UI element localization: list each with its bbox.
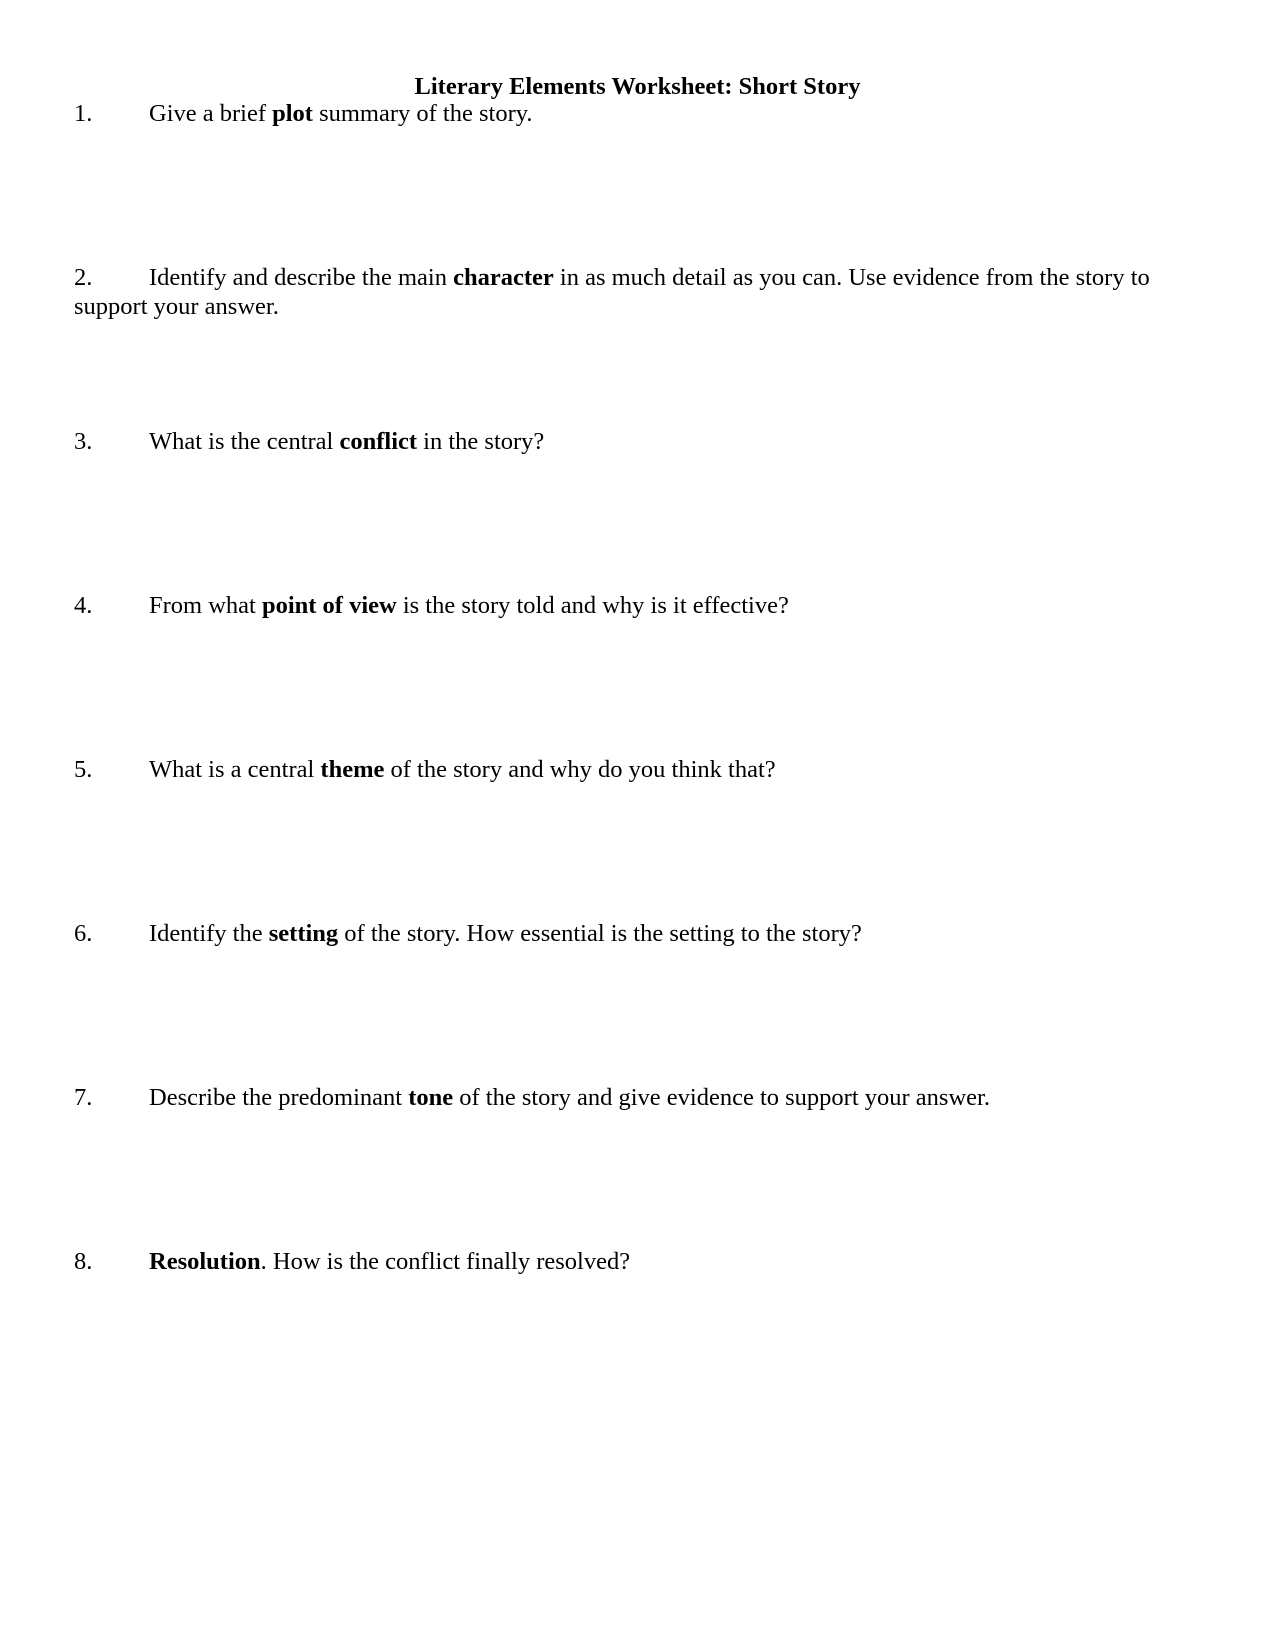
question-number: 1. xyxy=(74,100,93,127)
question-keyword: theme xyxy=(320,756,385,783)
question-text-after: in the story? xyxy=(417,428,545,455)
question-8 xyxy=(74,1247,1184,1276)
question-keyword: point of view xyxy=(261,592,397,619)
question-text-before: Describe the predominant xyxy=(149,1084,409,1111)
question-keyword: conflict xyxy=(339,428,418,455)
question-number: 4. xyxy=(74,592,93,619)
question-2 xyxy=(74,263,1184,321)
question-text-before: Identify the xyxy=(149,920,269,947)
question-text-before: Identify and describe the main xyxy=(149,264,454,291)
question-text-after: of the story and why do you think that? xyxy=(384,756,776,783)
question-5 xyxy=(74,755,1184,784)
page-title: Literary Elements Worksheet: Short Story xyxy=(414,73,861,100)
question-number: 2. xyxy=(74,264,93,291)
question-number: 8. xyxy=(74,1248,93,1275)
question-number: 3. xyxy=(74,428,93,455)
question-number: 7. xyxy=(74,1084,93,1111)
question-4 xyxy=(74,591,1184,620)
question-keyword: tone xyxy=(408,1084,454,1111)
question-text-before: From what xyxy=(149,592,262,619)
question-text-after: summary of the story. xyxy=(312,100,533,127)
question-text-before: Give a brief xyxy=(149,100,273,127)
question-keyword: setting xyxy=(268,920,339,947)
question-number: 5. xyxy=(74,756,93,783)
question-text-after: in as much detail as you can. Use evidence from the story to support your answer. xyxy=(74,264,1150,320)
question-text-before: What is the central xyxy=(149,428,340,455)
question-7 xyxy=(74,1083,1184,1112)
question-text-before: What is a central xyxy=(149,756,321,783)
question-keyword: plot xyxy=(272,100,313,127)
question-text-after: of the story and give evidence to support your answer. xyxy=(453,1084,990,1111)
question-text-after: . How is the conflict finally resolved? xyxy=(260,1248,631,1275)
question-text-after: of the story. How essential is the setting to the story? xyxy=(338,920,862,947)
question-keyword: Resolution xyxy=(149,1248,261,1275)
question-keyword: character xyxy=(453,264,554,291)
question-text-after: is the story told and why is it effective? xyxy=(396,592,789,619)
question-6 xyxy=(74,919,1184,948)
question-3 xyxy=(74,427,1184,456)
question-number: 6. xyxy=(74,920,93,947)
question-1 xyxy=(74,99,1184,128)
